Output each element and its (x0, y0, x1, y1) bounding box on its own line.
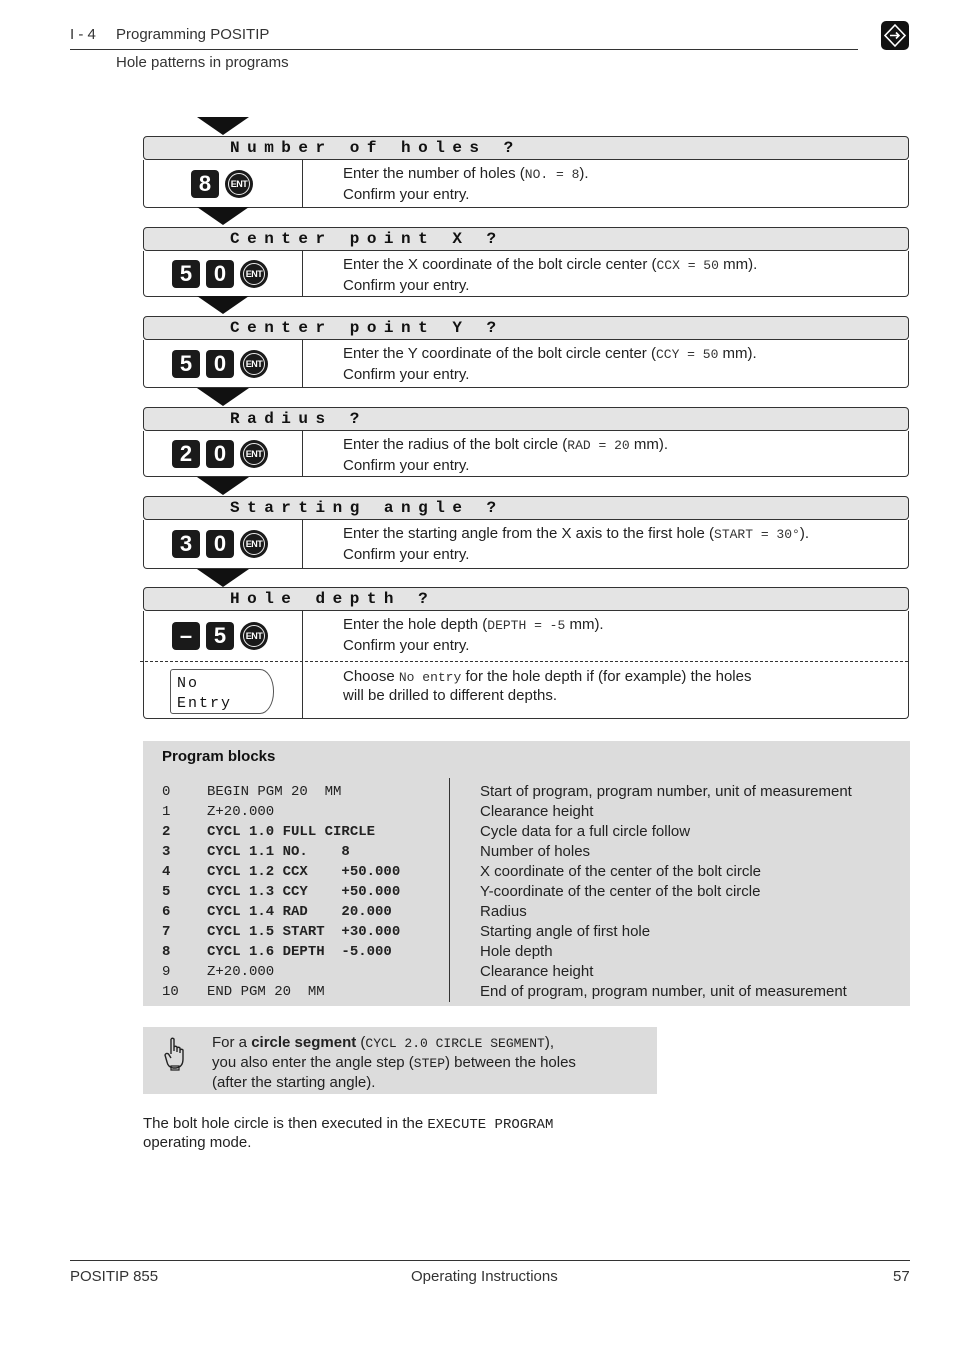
block-explanation: X coordinate of the center of the bolt circle (480, 863, 761, 880)
note-text-part: For a (212, 1034, 252, 1051)
step-body (143, 611, 909, 719)
instruction-text: mm). (718, 345, 757, 362)
dialog-prompt: Number of holes ? (143, 136, 909, 160)
step-body (143, 520, 909, 569)
numeric-key[interactable]: 2 (172, 440, 200, 468)
page-number: 57 (893, 1268, 910, 1285)
program-block-row (143, 902, 910, 922)
instruction-code: DEPTH = -5 (487, 618, 566, 633)
program-block-row (143, 822, 910, 842)
block-number: 6 (162, 904, 171, 920)
key-sequence (172, 611, 268, 661)
alt-instruction (343, 667, 751, 688)
instruction-code: CCX = 50 (656, 258, 719, 273)
step-arrow (197, 477, 249, 495)
numeric-key[interactable]: 5 (206, 622, 234, 650)
dialog-prompt: Hole depth ? (143, 587, 909, 611)
ent-key-label: ENT (243, 353, 265, 375)
alt-text: for the hole depth if (for example) the holes (461, 668, 752, 685)
instruction-text: ). (579, 165, 589, 182)
program-block-row (143, 982, 910, 1002)
instruction-text: mm). (565, 616, 604, 633)
tip-note (143, 1027, 657, 1094)
block-number: 7 (162, 924, 171, 940)
alt-option (144, 661, 908, 718)
numeric-key[interactable]: 0 (206, 260, 234, 288)
confirm-text: Confirm your entry. (343, 277, 470, 294)
block-number: 5 (162, 884, 171, 900)
note-code: STEP (413, 1056, 446, 1071)
instruction-text: mm). (629, 436, 669, 453)
step-divider (302, 251, 303, 296)
running-header (70, 26, 269, 43)
block-explanation: Number of holes (480, 843, 591, 860)
execute-text-part: operating mode. (143, 1134, 252, 1151)
block-number: 4 (162, 864, 171, 880)
block-explanation: Clearance height (480, 803, 594, 820)
block-explanation: Start of program, program number, unit of measurement (480, 783, 852, 800)
note-code: CYCL 2.0 CIRCLE SEGMENT (365, 1036, 545, 1051)
note-text-part: ), (544, 1034, 555, 1051)
ent-key-label: ENT (243, 625, 265, 647)
block-number: 10 (162, 984, 179, 1000)
program-block-row (143, 882, 910, 902)
block-explanation: Y-coordinate of the center of the bolt circle (480, 883, 761, 900)
key-sequence (172, 520, 268, 568)
ent-key[interactable] (240, 530, 268, 558)
alt-code: No entry (398, 670, 462, 685)
alt-description (343, 667, 751, 704)
block-number: 3 (162, 844, 171, 860)
instruction-text: Enter the starting angle from the X axis to the first hole ( (343, 525, 715, 542)
block-code: CYCL 1.2 CCX +50.000 (207, 864, 401, 880)
numeric-key[interactable]: 0 (206, 530, 234, 558)
step-description (343, 435, 668, 476)
confirm-text: Confirm your entry. (343, 186, 470, 203)
step-instruction (343, 164, 589, 185)
block-explanation: Starting angle of first hole (480, 923, 651, 940)
step-arrow (197, 388, 249, 406)
pointing-hand-icon (163, 1037, 189, 1071)
no-entry-softkey[interactable]: No Entry (170, 669, 274, 714)
step-arrow (197, 296, 249, 314)
numeric-key[interactable]: 0 (206, 350, 234, 378)
step-body (143, 160, 909, 208)
program-block-row (143, 842, 910, 862)
note-line-1 (212, 1033, 576, 1053)
instruction-code: NO. = 8 (524, 167, 580, 182)
program-block-row (143, 962, 910, 982)
block-number: 0 (162, 784, 171, 800)
instruction-text: ). (799, 525, 810, 542)
block-number: 2 (162, 824, 171, 840)
section-number: I - 4 (70, 26, 96, 43)
numeric-key[interactable]: – (172, 622, 200, 650)
instruction-code: RAD = 20 (567, 438, 630, 453)
block-explanation: Hole depth (480, 943, 553, 960)
ent-key[interactable] (240, 350, 268, 378)
block-explanation: Cycle data for a full circle follow (480, 823, 691, 840)
step-instruction (343, 615, 604, 636)
step-divider (302, 431, 303, 476)
numeric-key[interactable]: 5 (172, 260, 200, 288)
block-number: 1 (162, 804, 171, 820)
header-rule (70, 49, 858, 50)
step-divider (302, 160, 303, 207)
dialog-prompt: Center point X ? (143, 227, 909, 251)
block-explanation: Radius (480, 903, 527, 920)
step-arrow (197, 207, 249, 225)
dialog-prompt: Starting angle ? (143, 496, 909, 520)
block-explanation: End of program, program number, unit of measurement (480, 983, 847, 1000)
step-body (143, 340, 909, 388)
step-arrow (197, 117, 249, 135)
block-code: CYCL 1.0 FULL CIRCLE (207, 824, 376, 840)
footer-product: POSITIP 855 (70, 1268, 159, 1285)
step-instruction (343, 524, 809, 545)
dialog-prompt: Radius ? (143, 407, 909, 431)
confirm-text: Confirm your entry. (343, 546, 470, 563)
step-description (343, 615, 604, 656)
block-number: 9 (162, 964, 171, 980)
step-description (343, 164, 589, 205)
program-block-row (143, 862, 910, 882)
execute-mode-code: EXECUTE PROGRAM (427, 1117, 554, 1133)
instruction-text: Enter the number of holes ( (343, 165, 525, 182)
ent-key[interactable] (240, 622, 268, 650)
chapter-title: Programming POSITIP (116, 26, 270, 43)
numeric-key[interactable]: 0 (206, 440, 234, 468)
alt-text: Choose (343, 668, 399, 685)
execute-text-part: The bolt hole circle is then executed in the (143, 1115, 428, 1132)
confirm-text: Confirm your entry. (343, 457, 470, 474)
block-code: CYCL 1.5 START +30.000 (207, 924, 401, 940)
block-code: END PGM 20 MM (207, 984, 325, 1000)
note-text-part: you also enter the angle step ( (212, 1054, 414, 1071)
block-code: Z+20.000 (207, 964, 275, 980)
block-explanation: Clearance height (480, 963, 594, 980)
instruction-text: mm). (718, 256, 758, 273)
ent-key[interactable] (240, 440, 268, 468)
note-text-part: ( (356, 1034, 366, 1051)
program-block-row (143, 922, 910, 942)
instruction-text: Enter the radius of the bolt circle ( (343, 436, 568, 453)
ent-key-label: ENT (228, 173, 250, 195)
note-line-3: (after the starting angle). (212, 1074, 376, 1091)
note-line-2 (212, 1053, 576, 1073)
step-divider (302, 340, 303, 387)
block-code: BEGIN PGM 20 MM (207, 784, 342, 800)
instruction-text: Enter the hole depth ( (343, 616, 488, 633)
execute-text (143, 1115, 553, 1152)
block-code: CYCL 1.1 NO. 8 (207, 844, 350, 860)
footer-doc-title: Operating Instructions (411, 1268, 558, 1285)
step-body (143, 251, 909, 297)
step-body (143, 431, 909, 477)
step-instruction (343, 344, 757, 365)
ent-key-label: ENT (243, 443, 265, 465)
step-arrow (197, 569, 249, 587)
block-code: CYCL 1.6 DEPTH -5.000 (207, 944, 392, 960)
ent-key-label: ENT (243, 533, 265, 555)
alt-instruction-line-2: will be drilled to different depths. (343, 687, 558, 704)
program-mode-icon (881, 21, 909, 50)
block-code: CYCL 1.4 RAD 20.000 (207, 904, 392, 920)
ent-key-label: ENT (243, 263, 265, 285)
instruction-text: Enter the Y coordinate of the bolt circle center ( (343, 345, 656, 362)
note-text-part: ) between the holes (445, 1054, 576, 1071)
numeric-key[interactable]: 5 (172, 350, 200, 378)
dialog-prompt: Center point Y ? (143, 316, 909, 340)
instruction-code: START = 30° (714, 527, 800, 542)
step-divider (302, 520, 303, 568)
note-text (212, 1033, 576, 1092)
step-description (343, 255, 757, 296)
program-blocks-title: Program blocks (162, 748, 276, 765)
instruction-text: Enter the X coordinate of the bolt circle center ( (343, 256, 657, 273)
block-code: Z+20.000 (207, 804, 275, 820)
key-sequence (172, 251, 268, 296)
key-sequence (172, 340, 268, 387)
program-block-row (143, 782, 910, 802)
block-code: CYCL 1.3 CCY +50.000 (207, 884, 401, 900)
ent-key[interactable] (225, 170, 253, 198)
instruction-code: CCY = 50 (655, 347, 719, 362)
step-instruction (343, 255, 757, 276)
numeric-key[interactable]: 8 (191, 170, 219, 198)
key-sequence (172, 431, 268, 476)
program-block-row (143, 802, 910, 822)
ent-key[interactable] (240, 260, 268, 288)
block-number: 8 (162, 944, 171, 960)
step-description (343, 524, 809, 565)
step-instruction (343, 435, 668, 456)
note-term: circle segment (251, 1034, 357, 1051)
step-description (343, 344, 757, 385)
section-subtitle: Hole patterns in programs (116, 54, 289, 71)
key-sequence (191, 160, 253, 207)
footer-rule (70, 1260, 910, 1261)
program-blocks-panel (143, 741, 910, 1006)
confirm-text: Confirm your entry. (343, 366, 470, 383)
confirm-text: Confirm your entry. (343, 637, 470, 654)
numeric-key[interactable]: 3 (172, 530, 200, 558)
program-block-row (143, 942, 910, 962)
